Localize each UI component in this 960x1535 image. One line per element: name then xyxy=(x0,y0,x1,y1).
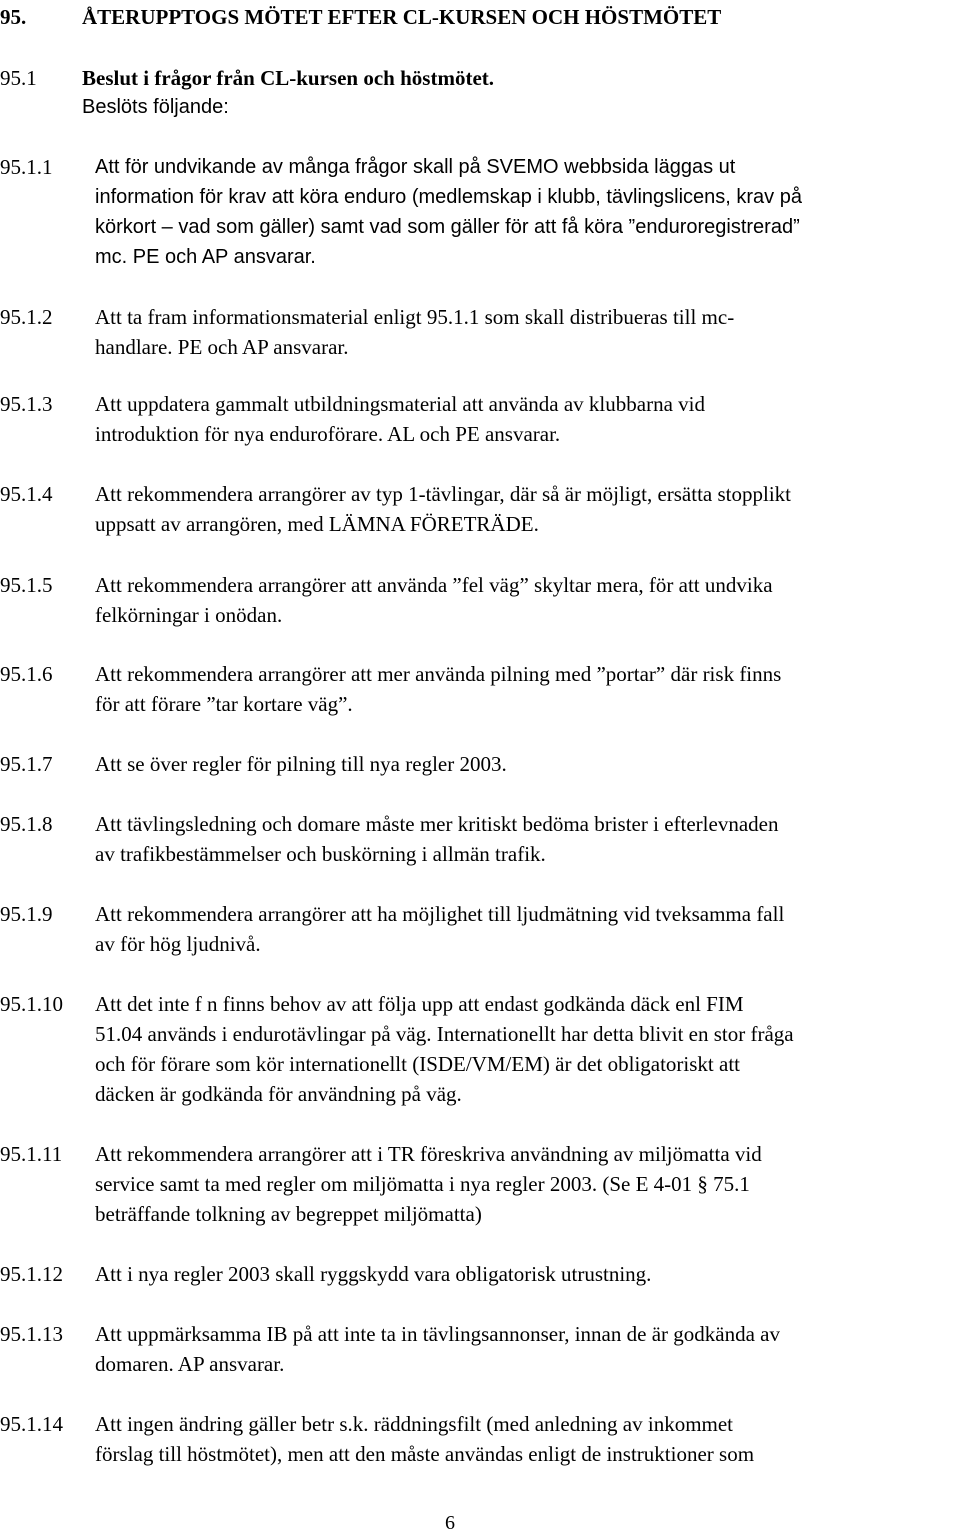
decision-text-line: Att rekommendera arrangörer att använda ”fel väg” skyltar mera, för att undvika xyxy=(95,573,773,597)
decision-number: 95.1.12 xyxy=(0,1262,63,1286)
decision-text-line: Att rekommendera arrangörer att i TR föreskriva användning av miljömatta vid xyxy=(95,1142,762,1166)
decision-text-line: Att det inte f n finns behov av att följa upp att endast godkända däck enl FIM xyxy=(95,992,744,1016)
decision-number: 95.1.6 xyxy=(0,662,53,686)
decision-text-line: Att ta fram informationsmaterial enligt 95.1.1 som skall distribueras till mc- xyxy=(95,305,735,329)
subsection-title: Beslut i frågor från CL-kursen och höstmötet. xyxy=(82,66,495,90)
decision-text-line: felkörningar i onödan. xyxy=(95,603,283,627)
decision-text-line: Att se över regler för pilning till nya regler 2003. xyxy=(95,752,507,776)
subsection-number: 95.1 xyxy=(0,66,37,90)
decision-text-line: introduktion för nya enduroförare. AL och PE ansvarar. xyxy=(95,422,561,446)
decision-text-line: handlare. PE och AP ansvarar. xyxy=(95,335,349,359)
decision-text-line: Att rekommendera arrangörer att mer använda pilning med ”portar” där risk finns xyxy=(95,662,782,686)
decision-text-line: Att ingen ändring gäller betr s.k. räddningsfilt (med anledning av inkommet xyxy=(95,1412,734,1436)
decision-text-line: förslag till höstmötet), men att den måste användas enligt de instruktioner som xyxy=(95,1442,755,1466)
decision-number: 95.1.8 xyxy=(0,812,53,836)
subsection-intro: Beslöts följande: xyxy=(82,96,229,118)
decision-number: 95.1.4 xyxy=(0,482,53,506)
decision-text-line: uppsatt av arrangören, med LÄMNA FÖRETRÄDE. xyxy=(95,512,539,536)
decision-number: 95.1.3 xyxy=(0,392,53,416)
decision-number: 95.1.7 xyxy=(0,752,53,776)
decision-text-line: 51.04 används i endurotävlingar på väg. Internationellt har detta blivit en stor fråga xyxy=(95,1022,794,1046)
decision-text-line: Att rekommendera arrangörer att ha möjlighet till ljudmätning vid tveksamma fall xyxy=(95,902,785,926)
decision-text-line: av för hög ljudnivå. xyxy=(95,932,261,956)
decision-text-line: Att tävlingsledning och domare måste mer kritiskt bedöma brister i efterlevnaden xyxy=(95,812,779,836)
decision-number: 95.1.1 xyxy=(0,155,53,179)
decision-number: 95.1.10 xyxy=(0,992,63,1016)
decision-text-line: beträffande tolkning av begreppet miljömatta) xyxy=(95,1202,482,1226)
decision-text-line: mc. PE och AP ansvarar. xyxy=(95,246,316,268)
decision-text-line: Att uppmärksamma IB på att inte ta in tävlingsannonser, innan de är godkända av xyxy=(95,1322,780,1346)
decision-text-line: Att uppdatera gammalt utbildningsmaterial att använda av klubbarna vid xyxy=(95,392,705,416)
decision-number: 95.1.9 xyxy=(0,902,53,926)
decision-text-line: Att för undvikande av många frågor skall på SVEMO webbsida läggas ut xyxy=(95,156,736,178)
decision-number: 95.1.11 xyxy=(0,1142,63,1166)
decision-text-line: däcken är godkända för användning på väg. xyxy=(95,1082,462,1106)
decision-text-line: Att i nya regler 2003 skall ryggskydd vara obligatorisk utrustning. xyxy=(95,1262,652,1286)
decision-text-line: domaren. AP ansvarar. xyxy=(95,1352,285,1376)
decision-text-line: körkort – vad som gäller) samt vad som gäller för att få köra ”enduroregistrerad” xyxy=(95,216,800,238)
decision-text-line: och för förare som kör internationellt (ISDE/VM/EM) är det obligatoriskt att xyxy=(95,1052,741,1076)
decision-number: 95.1.2 xyxy=(0,305,53,329)
decision-number: 95.1.13 xyxy=(0,1322,63,1346)
section-title: ÅTERUPPTOGS MÖTET EFTER CL-KURSEN OCH HÖSTMÖTET xyxy=(82,5,722,29)
decision-number: 95.1.5 xyxy=(0,573,53,597)
decision-text-line: Att rekommendera arrangörer av typ 1-tävlingar, där så är möjligt, ersätta stopplikt xyxy=(95,482,792,506)
decision-number: 95.1.14 xyxy=(0,1412,63,1436)
decision-text-line: service samt ta med regler om miljömatta i nya regler 2003. (Se E 4-01 § 75.1 xyxy=(95,1172,750,1196)
section-number: 95. xyxy=(0,5,27,29)
decision-text-line: för att förare ”tar kortare väg”. xyxy=(95,692,353,716)
decision-text-line: information för krav att köra enduro (medlemskap i klubb, tävlingslicens, krav på xyxy=(95,186,802,208)
decision-text-line: av trafikbestämmelser och buskörning i allmän trafik. xyxy=(95,842,546,866)
page-number: 6 xyxy=(445,1512,455,1534)
